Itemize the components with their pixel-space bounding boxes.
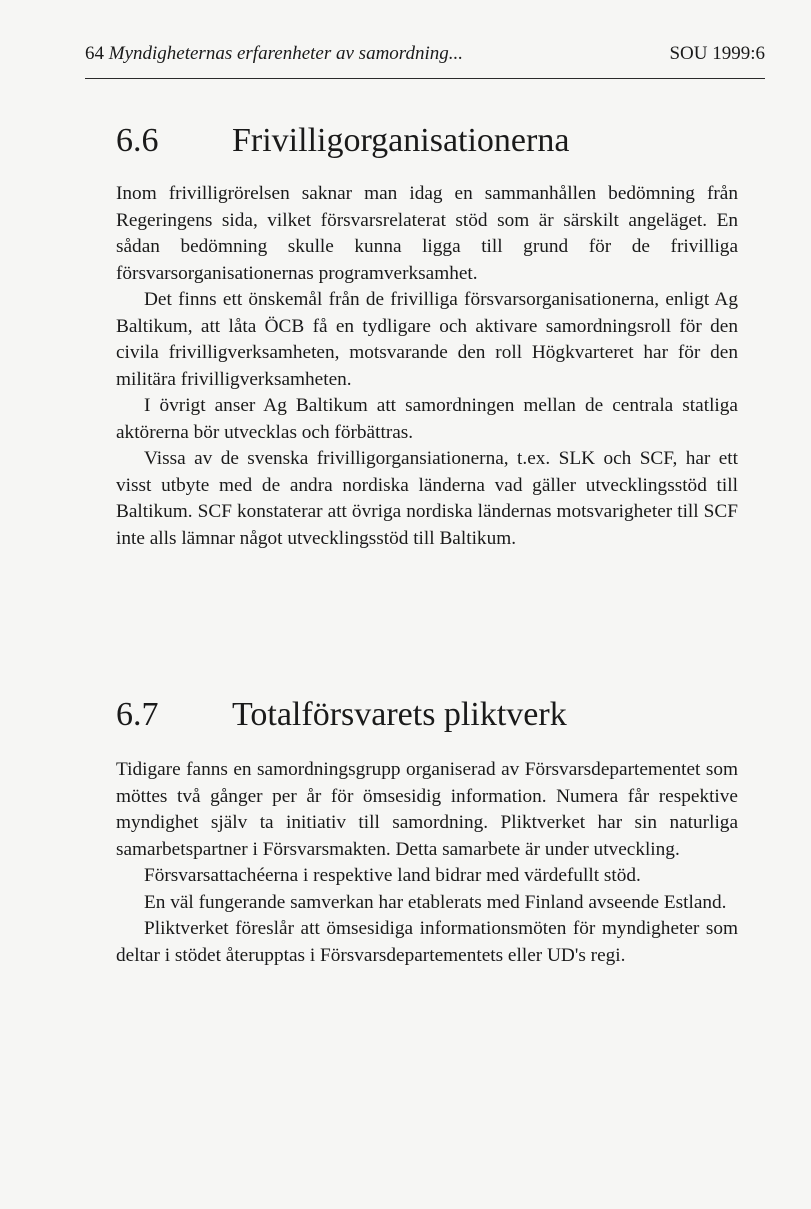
paragraph: Vissa av de svenska frivilligorgansiationerna, t.ex. SLK och SCF, har ett visst utbyte med de andra nordiska länderna vad gäller utvecklingsstöd till Baltikum. SCF konstaterar att övriga nordiska ländernas motsvarigheter till SCF inte alls lämnar något utvecklingsstöd till Baltikum. (116, 448, 738, 549)
page-header (85, 42, 765, 66)
section-title: Totalförsvarets pliktverk (232, 696, 567, 733)
section-heading (116, 121, 738, 161)
paragraph: I övrigt anser Ag Baltikum att samordningen mellan de centrala statliga aktörerna bör utvecklas och förbättras. (116, 395, 738, 443)
paragraph: Inom frivilligrörelsen saknar man idag en sammanhållen bedömning från Regeringens sida, vilket försvarsrelaterat stöd som är särskilt angeläget. En sådan bedömning skulle kunna ligga till grund för de frivilliga försvarsorganisationernas programverksamhet. (116, 183, 738, 284)
section-6-6 (116, 121, 738, 552)
paragraph: Försvarsattachéerna i respektive land bidrar med värdefullt stöd. (144, 865, 641, 886)
section-number: 6.7 (116, 696, 159, 733)
paragraph: Tidigare fanns en samordningsgrupp organiserad av Försvarsdepartementet som möttes två gånger per år för ömsesidig information. Numera får respektive myndighet själv ta initiativ till samordning. Pliktverket har sin naturliga samarbetspartner i Försvarsmakten. Detta samarbete är under utveckling. (116, 759, 738, 860)
page-number: 64 (85, 43, 104, 64)
section-title: Frivilligorganisationerna (232, 122, 570, 159)
section-heading (116, 695, 738, 735)
series-label: SOU 1999:6 (669, 43, 765, 64)
running-title: Myndigheternas erfarenheter av samordning... (108, 43, 464, 64)
header-rule (85, 78, 765, 79)
section-body (116, 181, 738, 552)
paragraph: En väl fungerande samverkan har etablerats med Finland avseende Estland. (144, 891, 727, 913)
paragraph: Det finns ett önskemål från de frivilliga försvarsorganisationerna, enligt Ag Baltikum, att låta ÖCB få en tydligare och aktivare samordningsroll för den civila frivilligverksamheten, motsvarande den roll Högkvarteret har för den militära frivilligverksamheten. (116, 289, 738, 390)
section-number: 6.6 (116, 122, 159, 159)
section-body (116, 757, 738, 969)
paragraph: Pliktverket föreslår att ömsesidiga informationsmöten för myndigheter som deltar i stödet återupptas i Försvarsdepartementets eller UD's regi. (116, 918, 738, 966)
section-6-7 (116, 695, 738, 969)
